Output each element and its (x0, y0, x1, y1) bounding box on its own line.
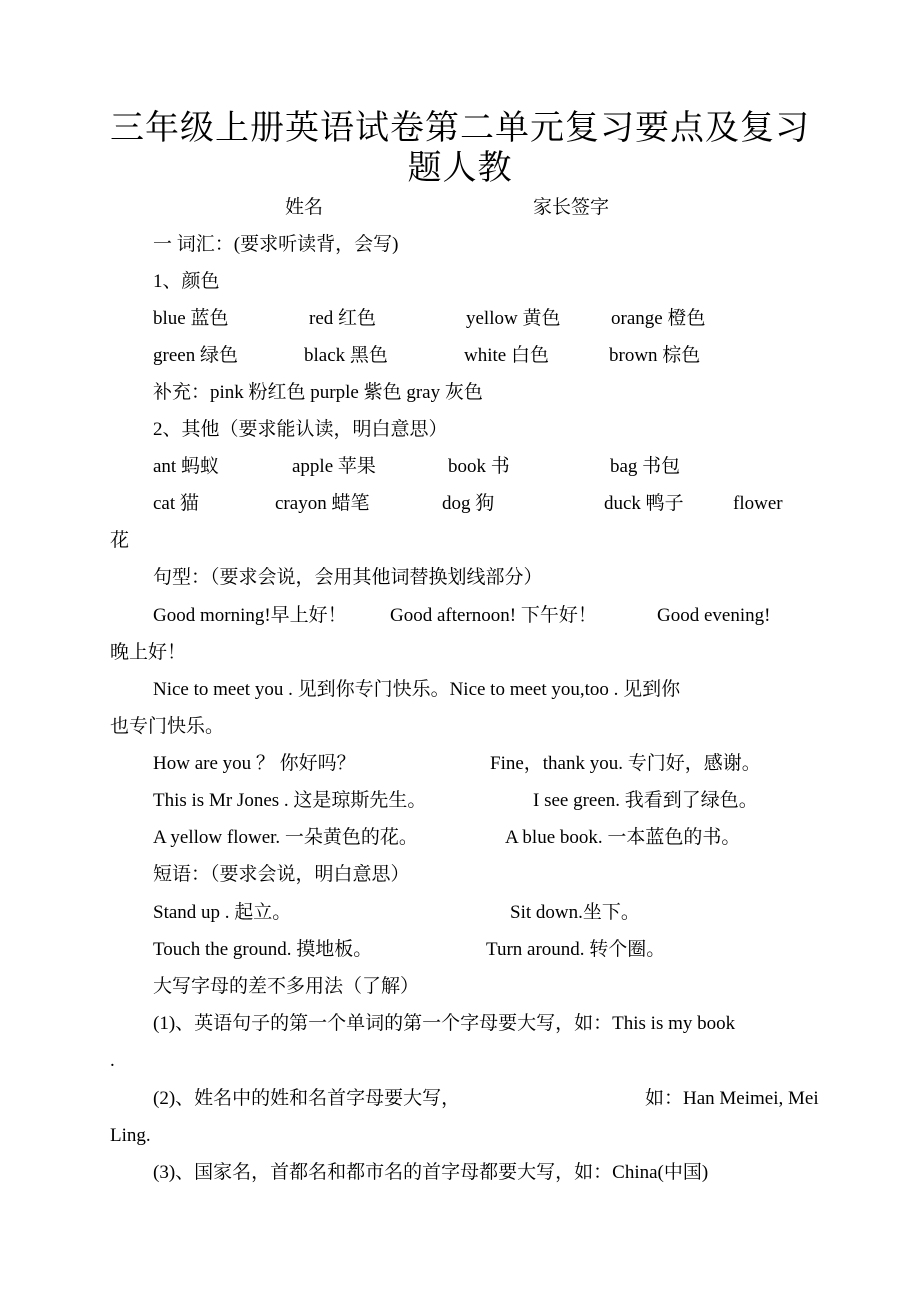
vocab-item: cat 猫 (153, 493, 199, 514)
vocab-item: ant 蚂蚁 (153, 456, 219, 477)
colors-row-1 (0, 304, 920, 334)
others-subheading: 2、其他（要求能认读，明白意思） (153, 419, 448, 440)
vocab-item: blue 蓝色 (153, 308, 229, 329)
capitals-rule-2-wrap: Ling. (110, 1125, 151, 1146)
vocab-item: black 黑色 (304, 345, 388, 366)
colors-subheading: 1、颜色 (153, 271, 220, 292)
vocab-item: bag 书包 (610, 456, 681, 477)
stand-row: Stand up . 起立。 Sit down.坐下。 (153, 902, 640, 923)
nice-wrap: 也专门快乐。 (110, 716, 225, 737)
vocab-item: white 白色 (464, 345, 549, 366)
jones-row: This is Mr Jones . 这是琼斯先生。 I see green. 我看到了绿色。 (153, 790, 758, 811)
vocab-item: green 绿色 (153, 345, 238, 366)
greetings-row: Good morning!早上好！ Good afternoon! 下午好！ Good evening! (153, 605, 771, 626)
vocab-item: book 书 (448, 456, 510, 477)
sentences-heading: 句型：（要求会说，会用其他词替换划线部分） (153, 567, 543, 588)
colors-extra: 补充：pink 粉红色 purple 紫色 gray 灰色 (153, 382, 483, 403)
vocab-item: duck 鸭子 (604, 493, 684, 514)
others-row-2-wrap: 花 (110, 530, 130, 551)
colors-row-2 (0, 341, 920, 371)
capitals-rule-2: (2)、姓名中的姓和名首字母要大写， 如：Han Meimei, Mei (153, 1088, 819, 1109)
greetings-wrap: 晚上好！ (110, 642, 187, 663)
vocab-heading: 一 词汇：(要求听读背，会写) (153, 234, 399, 255)
parent-sign-label: 家长签字 (533, 197, 610, 218)
vocab-item: brown 棕色 (609, 345, 701, 366)
others-row-2 (0, 489, 920, 519)
name-label: 姓名 (285, 197, 324, 218)
phrases-heading: 短语：（要求会说，明白意思） (153, 864, 410, 885)
how-row: How are you ？ 你好吗？ Fine，thank you. 专门好，感谢。 (153, 753, 761, 774)
vocab-item: dog 狗 (442, 493, 495, 514)
vocab-item: flower (733, 493, 783, 514)
vocab-item: red 红色 (309, 308, 377, 329)
capitals-heading: 大写字母的差不多用法（了解） (153, 976, 420, 997)
vocab-item: orange 橙色 (611, 308, 706, 329)
title-line-2: 题人教 (407, 150, 513, 187)
flower-row: A yellow flower. 一朵黄色的花。 A blue book. 一本蓝色的书。 (153, 827, 741, 848)
capitals-rule-3: (3)、国家名，首都名和都市名的首字母都要大写，如：China(中国) (153, 1162, 709, 1183)
title-line-1: 三年级上册英语试卷第二单元复习要点及复习 (110, 110, 810, 147)
capitals-rule-1: (1)、英语句子的第一个单词的第一个字母要大写，如：This is my book (153, 1013, 736, 1034)
header-row (0, 193, 920, 223)
nice-row: Nice to meet you . 见到你专门快乐。Nice to meet you,too . 见到你 (153, 679, 681, 700)
vocab-item: crayon 蜡笔 (275, 493, 370, 514)
vocab-item: yellow 黄色 (466, 308, 561, 329)
others-row-1 (0, 452, 920, 482)
capitals-rule-1-wrap: . (110, 1050, 115, 1071)
touch-row: Touch the ground. 摸地板。 Turn around. 转个圈。 (153, 939, 666, 960)
vocab-item: apple 苹果 (292, 456, 376, 477)
